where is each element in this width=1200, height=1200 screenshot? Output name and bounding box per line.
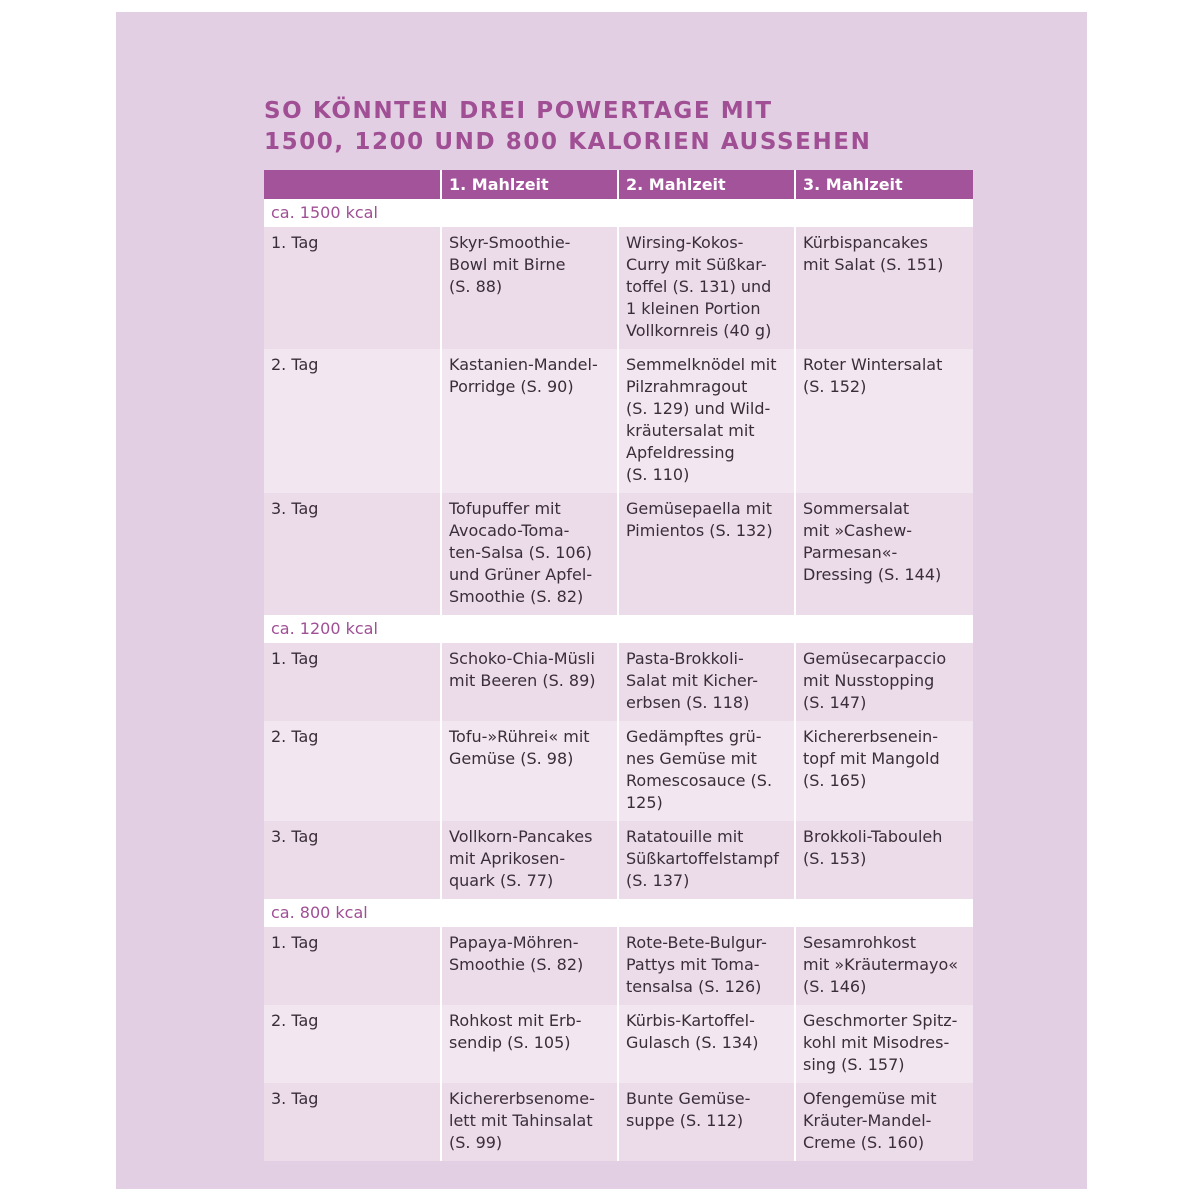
section-label: ca. 1500 kcal xyxy=(264,199,973,227)
meal-text-line: Apfeldressing xyxy=(626,443,735,462)
meal-cell-1 xyxy=(441,821,618,899)
meal-cell-2 xyxy=(618,227,795,349)
section-row xyxy=(264,899,973,927)
meal-text-line: Kürbis-Kartoffel- xyxy=(626,1011,755,1030)
meal-text-line: Kichererbsenein- xyxy=(803,727,939,746)
meal-cell-3 xyxy=(795,227,973,349)
table-row xyxy=(264,927,973,1005)
meal-text-line: kohl mit Misodres- xyxy=(803,1033,950,1052)
table-row xyxy=(264,643,973,721)
meal-text-line: Gemüse (S. 98) xyxy=(449,749,574,768)
meal-text-line: Rohkost mit Erb- xyxy=(449,1011,582,1030)
table-row xyxy=(264,349,973,493)
meal-text-line: (S. 153) xyxy=(803,849,867,868)
meal-text-line: Kastanien-Mandel- xyxy=(449,355,598,374)
table-body xyxy=(264,199,973,1161)
meal-text-line: Bowl mit Birne xyxy=(449,255,566,274)
meal-text-line: nes Gemüse mit xyxy=(626,749,757,768)
meal-text-line: Roter Wintersalat xyxy=(803,355,943,374)
meal-text-line: Kräuter-Mandel- xyxy=(803,1111,932,1130)
meal-text-line: 1 kleinen Portion xyxy=(626,299,761,318)
day-cell: 2. Tag xyxy=(264,349,441,493)
meal-text-line: Skyr-Smoothie- xyxy=(449,233,571,252)
meal-text-line: Brokkoli-Tabouleh xyxy=(803,827,943,846)
meal-text-line: quark (S. 77) xyxy=(449,871,554,890)
meal-text-line: Pilzrahmragout xyxy=(626,377,748,396)
header-meal-2: 2. Mahlzeit xyxy=(618,170,795,199)
header-meal-1: 1. Mahlzeit xyxy=(441,170,618,199)
meal-text-line: (S. 129) und Wild- xyxy=(626,399,771,418)
day-cell: 1. Tag xyxy=(264,927,441,1005)
meal-text-line: Rote-Bete-Bulgur- xyxy=(626,933,767,952)
meal-cell-3 xyxy=(795,643,973,721)
meal-cell-3 xyxy=(795,721,973,821)
meal-text-line: Ratatouille mit xyxy=(626,827,744,846)
meal-text-line: Kürbispancakes xyxy=(803,233,928,252)
meal-text-line: Semmelknödel mit xyxy=(626,355,777,374)
table-row xyxy=(264,1005,973,1083)
meal-text-line: suppe (S. 112) xyxy=(626,1111,744,1130)
meal-text-line: (S. 147) xyxy=(803,693,867,712)
meal-text-line: Kichererbsenome- xyxy=(449,1089,595,1108)
meal-text-line: Pattys mit Toma- xyxy=(626,955,760,974)
meal-text-line: Avocado-Toma- xyxy=(449,521,570,540)
meal-text-line: Smoothie (S. 82) xyxy=(449,587,584,606)
meal-text-line: Tofu-»Rührei« mit xyxy=(449,727,590,746)
meal-text-line: Tofupuffer mit xyxy=(449,499,561,518)
meal-text-line: Süßkartoffelstampf xyxy=(626,849,779,868)
meal-text-line: mit Beeren (S. 89) xyxy=(449,671,596,690)
table-row xyxy=(264,493,973,615)
meal-text-line: mit »Cashew- xyxy=(803,521,913,540)
meal-text-line: Geschmorter Spitz- xyxy=(803,1011,958,1030)
day-cell: 3. Tag xyxy=(264,493,441,615)
meal-cell-3 xyxy=(795,821,973,899)
meal-text-line: Ofengemüse mit xyxy=(803,1089,937,1108)
meal-text-line: sendip (S. 105) xyxy=(449,1033,571,1052)
section-row xyxy=(264,199,973,227)
section-label: ca. 800 kcal xyxy=(264,899,973,927)
meal-text-line: Gemüsecarpaccio xyxy=(803,649,947,668)
meal-cell-3 xyxy=(795,493,973,615)
meal-cell-3 xyxy=(795,349,973,493)
meal-text-line: (S. 152) xyxy=(803,377,867,396)
meal-text-line: Vollkornreis (40 g) xyxy=(626,321,772,340)
meal-text-line: (S. 146) xyxy=(803,977,867,996)
meal-text-line: Papaya-Möhren- xyxy=(449,933,579,952)
day-cell: 1. Tag xyxy=(264,227,441,349)
table-row xyxy=(264,1083,973,1161)
meal-text-line: 125) xyxy=(626,793,663,812)
table-header-row xyxy=(264,170,973,199)
header-day xyxy=(264,170,441,199)
meal-text-line: (S. 165) xyxy=(803,771,867,790)
meal-text-line: Porridge (S. 90) xyxy=(449,377,574,396)
title-line: 1500, 1200 UND 800 KALORIEN AUSSEHEN xyxy=(264,129,872,155)
meal-cell-3 xyxy=(795,1005,973,1083)
meal-cell-1 xyxy=(441,1083,618,1161)
day-cell: 2. Tag xyxy=(264,721,441,821)
meal-cell-1 xyxy=(441,493,618,615)
meal-text-line: (S. 88) xyxy=(449,277,503,296)
meal-cell-1 xyxy=(441,927,618,1005)
meal-text-line: mit Salat (S. 151) xyxy=(803,255,944,274)
meal-text-line: Smoothie (S. 82) xyxy=(449,955,584,974)
table-row xyxy=(264,821,973,899)
meal-plan-table xyxy=(264,170,973,1161)
meal-text-line: Schoko-Chia-Müsli xyxy=(449,649,595,668)
meal-text-line: (S. 137) xyxy=(626,871,690,890)
section-row xyxy=(264,615,973,643)
meal-cell-1 xyxy=(441,643,618,721)
meal-cell-2 xyxy=(618,1083,795,1161)
meal-text-line: Romescosauce (S. xyxy=(626,771,773,790)
header-meal-3: 3. Mahlzeit xyxy=(795,170,973,199)
meal-text-line: sing (S. 157) xyxy=(803,1055,905,1074)
meal-text-line: Gulasch (S. 134) xyxy=(626,1033,759,1052)
meal-text-line: toffel (S. 131) und xyxy=(626,277,772,296)
meal-text-line: kräutersalat mit xyxy=(626,421,755,440)
meal-cell-1 xyxy=(441,349,618,493)
day-cell: 3. Tag xyxy=(264,1083,441,1161)
meal-text-line: Dressing (S. 144) xyxy=(803,565,942,584)
meal-text-line: Sesamrohkost xyxy=(803,933,916,952)
day-cell: 2. Tag xyxy=(264,1005,441,1083)
meal-text-line: Bunte Gemüse- xyxy=(626,1089,751,1108)
meal-text-line: Creme (S. 160) xyxy=(803,1133,925,1152)
meal-text-line: und Grüner Apfel- xyxy=(449,565,593,584)
meal-text-line: Gemüsepaella mit xyxy=(626,499,773,518)
meal-text-line: erbsen (S. 118) xyxy=(626,693,750,712)
meal-text-line: (S. 110) xyxy=(626,465,690,484)
title-line: SO KÖNNTEN DREI POWERTAGE MIT xyxy=(264,98,773,124)
section-label: ca. 1200 kcal xyxy=(264,615,973,643)
meal-text-line: (S. 99) xyxy=(449,1133,503,1152)
day-cell: 1. Tag xyxy=(264,643,441,721)
meal-text-line: mit »Kräutermayo« xyxy=(803,955,959,974)
meal-text-line: topf mit Mangold xyxy=(803,749,940,768)
meal-cell-1 xyxy=(441,227,618,349)
meal-text-line: mit Aprikosen- xyxy=(449,849,566,868)
meal-cell-2 xyxy=(618,1005,795,1083)
meal-text-line: lett mit Tahinsalat xyxy=(449,1111,593,1130)
meal-cell-3 xyxy=(795,927,973,1005)
meal-cell-2 xyxy=(618,821,795,899)
meal-text-line: tensalsa (S. 126) xyxy=(626,977,762,996)
meal-cell-1 xyxy=(441,1005,618,1083)
meal-text-line: ten-Salsa (S. 106) xyxy=(449,543,593,562)
meal-text-line: Curry mit Süßkar- xyxy=(626,255,767,274)
meal-text-line: Wirsing-Kokos- xyxy=(626,233,744,252)
meal-text-line: Pimientos (S. 132) xyxy=(626,521,773,540)
table-row xyxy=(264,721,973,821)
table-row xyxy=(264,227,973,349)
meal-text-line: Salat mit Kicher- xyxy=(626,671,759,690)
meal-cell-3 xyxy=(795,1083,973,1161)
meal-text-line: Vollkorn-Pancakes xyxy=(449,827,593,846)
meal-text-line: Pasta-Brokkoli- xyxy=(626,649,744,668)
meal-cell-1 xyxy=(441,721,618,821)
meal-text-line: Parmesan«- xyxy=(803,543,898,562)
meal-cell-2 xyxy=(618,349,795,493)
day-cell: 3. Tag xyxy=(264,821,441,899)
meal-text-line: Sommersalat xyxy=(803,499,910,518)
meal-text-line: Gedämpftes grü- xyxy=(626,727,762,746)
page-title xyxy=(264,96,871,158)
meal-cell-2 xyxy=(618,643,795,721)
meal-cell-2 xyxy=(618,721,795,821)
meal-cell-2 xyxy=(618,927,795,1005)
meal-cell-2 xyxy=(618,493,795,615)
meal-text-line: mit Nusstopping xyxy=(803,671,935,690)
